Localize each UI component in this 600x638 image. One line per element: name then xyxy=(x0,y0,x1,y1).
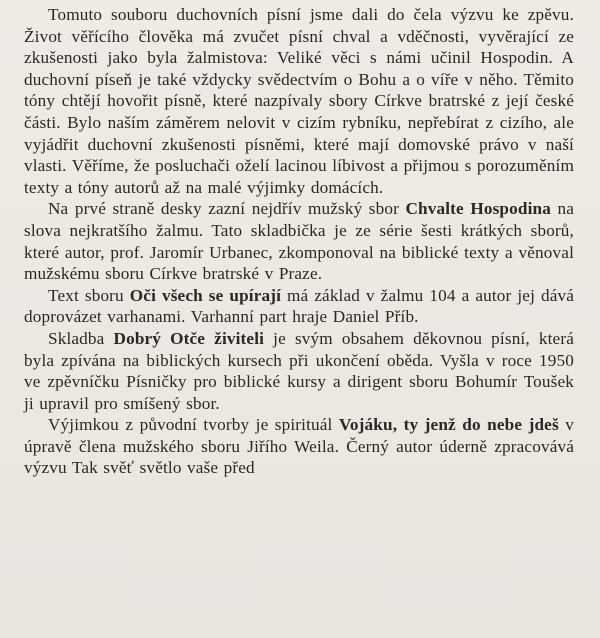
bold-title-text: Oči všech se upírají xyxy=(129,285,282,305)
paragraph-text: je svým obsahem děkovnou písní, která byla zpívána na biblických kursech při ukončení oběda. Vyšla v roce 1950 ve zpěvníčku Písničky pro biblické kursy a dirigent sboru Bohumír Toušek ji upravil pro smíšený sbor. xyxy=(24,328,574,413)
paragraph xyxy=(24,328,574,414)
paragraph-text: Na prvé straně desky zazní nejdřív mužský sbor xyxy=(48,199,406,219)
paragraph-text: Skladba xyxy=(48,328,114,348)
paragraph-text: Tomuto souboru duchovních písní jsme dali do čela výzvu ke zpěvu. Život věřícího člověka má zvučet písní chval a vděčnosti, vyvěrající ze zkušenosti jako byla žalmistova: Veliké věci s námi učinil Hospodin. A duchovní píseň je také vždycky svědectvím o Bohu a o víře v něho. Těmito tóny chtějí hovořit písně, které nazpívaly sbory Církve bratrské z její české části. Bylo naším záměrem nelovit v cizím rybníku, nepřebírat z cizího, ale vyjádřit duchovní zkušenosti písněmi, které mají domovské právo v naší vlasti. Věříme, že posluchači oželí lacinou líbivost a přijmou s porozuměním texty a tóny autorů až na malé výjimky domácích. xyxy=(24,5,574,197)
paragraph-text: má základ v žalmu 104 a autor jej dává doprovázet varhanami. Varhanní part hraje Daniel Příb. xyxy=(24,285,574,327)
bold-title-text: Vojáku, ty jenž do nebe jdeš xyxy=(338,415,559,435)
paragraph-text: Výjimkou z původní tvorby je spirituál xyxy=(48,415,339,435)
paragraph xyxy=(24,198,574,284)
bold-title-text: Chvalte Hospodina xyxy=(405,199,551,219)
paragraph xyxy=(24,4,574,198)
paragraph-text: Text sboru xyxy=(48,285,130,305)
paragraph-text: v úpravě člena mužského sboru Jiřího Weila. Černý autor úderně zpracovává výzvu Tak svěť světlo vaše před xyxy=(24,415,574,478)
paragraph xyxy=(24,285,574,328)
text-body xyxy=(24,4,574,479)
paragraph-text: na slova nejkratšího žalmu. Tato skladbička je ze série šesti krátkých sborů, které autor, prof. Jaromír Urbanec, zkomponoval na biblické texty a věnoval mužskému sboru Církve bratrské v Praze. xyxy=(24,199,574,284)
bold-title-text: Dobrý Otče živiteli xyxy=(113,328,265,348)
paragraph xyxy=(24,414,574,479)
